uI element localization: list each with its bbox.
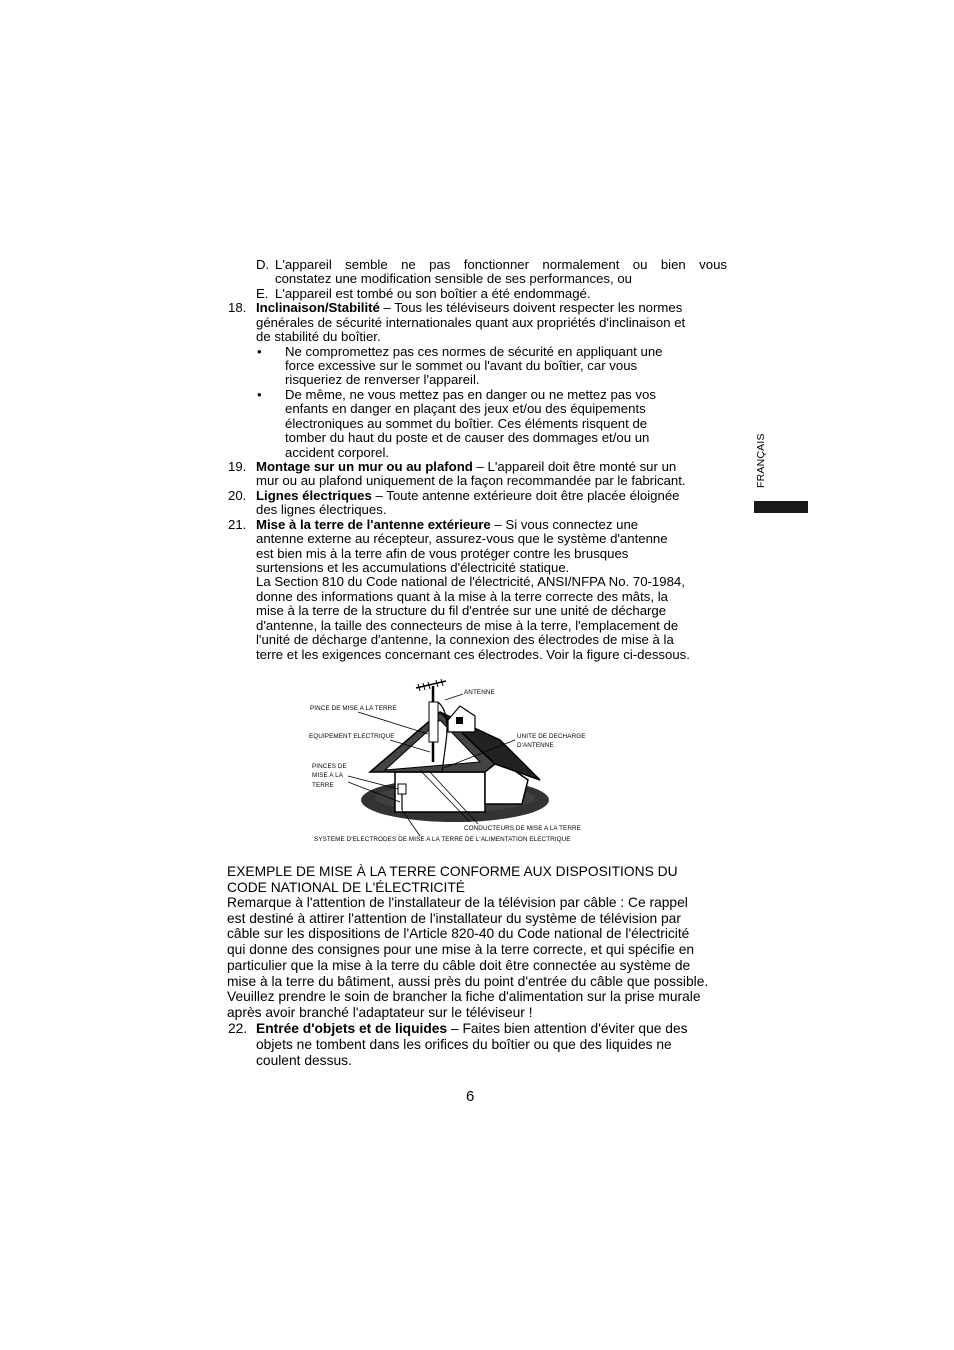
- bullet-1-line3: risqueriez de renverser l'appareil.: [285, 372, 480, 387]
- remark-line: particulier que la mise à la terre du câble doit être connectée au système de: [227, 958, 691, 973]
- label-conducteurs: CONDUCTEURS DE MISE A LA TERRE: [464, 825, 581, 832]
- item-18-number: 18.: [228, 300, 247, 315]
- label-systeme: SYSTEME D'ELECTRODES DE MISE A LA TERRE DE L'ALIMENTATION ELECTRIQUE: [314, 836, 571, 843]
- item-18-line2: générales de sécurité internationales quant aux propriétés d'inclinaison et: [256, 315, 686, 330]
- bullet-2-line5: accident corporel.: [285, 445, 390, 460]
- item-21-text-line: l'unité de décharge d'antenne, la connexion des électrodes de mise à la: [256, 632, 674, 647]
- item-21-text-line: donne des informations quant à la mise à la terre correcte des mâts, la: [256, 589, 668, 604]
- bullet-2-line4: tomber du haut du poste et de causer des dommages et/ou un: [285, 430, 650, 445]
- label-pinces-line1: PINCES DE: [312, 763, 347, 770]
- bullet-2-line1: De même, ne vous mettez pas en danger ou ne mettez pas vos: [285, 387, 656, 402]
- item-18-line1: Inclinaison/Stabilité – Tous les téléviseurs doivent respecter les normes: [256, 300, 683, 315]
- bullet-1-line1: Ne compromettez pas ces normes de sécurité en appliquant une: [285, 344, 663, 359]
- item-21-text-line: surtensions et les accumulations d'électricité statique.: [256, 560, 570, 575]
- item-20-number: 20.: [228, 488, 247, 503]
- language-tab-label: FRANÇAIS: [755, 433, 767, 488]
- item-21-text-line: est bien mis à la terre afin de vous protéger contre les brusques: [256, 546, 629, 561]
- item-19-line2: mur ou au plafond uniquement de la façon recommandée par le fabricant.: [256, 473, 686, 488]
- item-22-line3: coulent dessus.: [256, 1053, 352, 1068]
- item-21-text-line: d'antenne, la taille des connecteurs de mise à la terre, l'emplacement de: [256, 618, 679, 633]
- label-pinces-line3: TERRE: [312, 782, 334, 789]
- item-21-title: Mise à la terre de l'antenne extérieure: [256, 517, 491, 532]
- item-19-number: 19.: [228, 459, 247, 474]
- item-19-line1: Montage sur un mur ou au plafond – L'appareil doit être monté sur un: [256, 459, 677, 474]
- item-20-line2: des lignes électriques.: [256, 502, 387, 517]
- label-pince: PINCE DE MISE A LA TERRE: [310, 705, 397, 712]
- item-22-title: Entrée d'objets et de liquides: [256, 1021, 448, 1036]
- item-18-title: Inclinaison/Stabilité: [256, 300, 380, 315]
- item-21-text-line: terre et les exigences concernant ces électrodes. Voir la figure ci-dessous.: [256, 647, 690, 662]
- caption-line1: EXEMPLE DE MISE À LA TERRE CONFORME AUX DISPOSITIONS DU: [227, 864, 678, 879]
- remark-line: est destiné à attirer l'attention de l'installateur du système de télévision par: [227, 911, 681, 926]
- item-19-title: Montage sur un mur ou au plafond: [256, 459, 473, 474]
- bullet-1-marker: •: [257, 344, 262, 359]
- remark-line: qui donne des consignes pour une mise à la terre correcte, et qui spécifie en: [227, 942, 695, 957]
- remark-line: après avoir branché l'adaptateur sur le téléviseur !: [227, 1005, 533, 1020]
- item-21-text-line: antenne externe au récepteur, assurez-vous que le système d'antenne: [256, 531, 668, 546]
- bullet-2-line3: électroniques au sommet du boîtier. Ces éléments risquent de: [285, 416, 648, 431]
- item-21-text-line: mise à la terre de la structure du fil d'entrée sur une unité de décharge: [256, 603, 667, 618]
- label-unite-line1: UNITE DE DECHARGE: [517, 733, 586, 740]
- item-d-line2: constatez une modification sensible de ses performances, ou: [275, 271, 632, 286]
- item-22-number: 22.: [228, 1021, 248, 1036]
- page-number: 6: [466, 1088, 475, 1105]
- remark-line: Veuillez prendre le soin de brancher la fiche d'alimentation sur la prise murale: [227, 989, 701, 1004]
- item-21-line1: Mise à la terre de l'antenne extérieure – Si vous connectez une: [256, 517, 639, 532]
- item-e-marker: E.: [256, 286, 269, 301]
- bullet-1-line2: force excessive sur le sommet ou l'avant du boîtier, car vous: [285, 358, 638, 373]
- item-d-marker: D.: [256, 257, 270, 272]
- label-equipement: EQUIPEMENT ELECTRIQUE: [309, 733, 395, 740]
- remark-line: Remarque à l'attention de l'installateur de la télévision par câble : Ce rappel: [227, 895, 688, 910]
- house-wall: [395, 772, 485, 812]
- item-22-line2: objets ne tombent dans les orifices du boîtier ou que des liquides ne: [256, 1037, 672, 1052]
- bullet-2-line2: enfants en danger en plaçant des jeux et/ou des équipements: [285, 401, 646, 416]
- label-pinces-line2: MISE A LA: [312, 772, 344, 779]
- item-22-line1: Entrée d'objets et de liquides – Faites bien attention d'éviter que des: [256, 1021, 688, 1036]
- item-18-line3: de stabilité du boîtier.: [256, 329, 381, 344]
- item-e-text: L'appareil est tombé ou son boîtier a été endommagé.: [275, 286, 591, 301]
- remark-line: câble sur les dispositions de l'Article 820-40 du Code national de l'électricité: [227, 926, 690, 941]
- caption-line2: CODE NATIONAL DE L'ÉLECTRICITÉ: [227, 880, 465, 895]
- item-20-line1: Lignes électriques – Toute antenne extérieure doit être placée éloignée: [256, 488, 680, 503]
- item-21-text-line: La Section 810 du Code national de l'électricité, ANSI/NFPA No. 70-1984,: [256, 574, 685, 589]
- label-unite-line2: D'ANTENNE: [517, 742, 554, 749]
- item-20-title: Lignes électriques: [256, 488, 372, 503]
- label-antenne: ANTENNE: [464, 689, 495, 696]
- remark-line: mise à la terre du bâtiment, aussi près du point d'entrée du câble que possible.: [227, 974, 709, 989]
- item-d-line1: L'appareil semble ne pas fonctionner normalement ou bien vous: [275, 257, 727, 272]
- item-21-number: 21.: [228, 517, 247, 532]
- bullet-2-marker: •: [257, 387, 262, 402]
- language-tab-bar: [754, 501, 808, 513]
